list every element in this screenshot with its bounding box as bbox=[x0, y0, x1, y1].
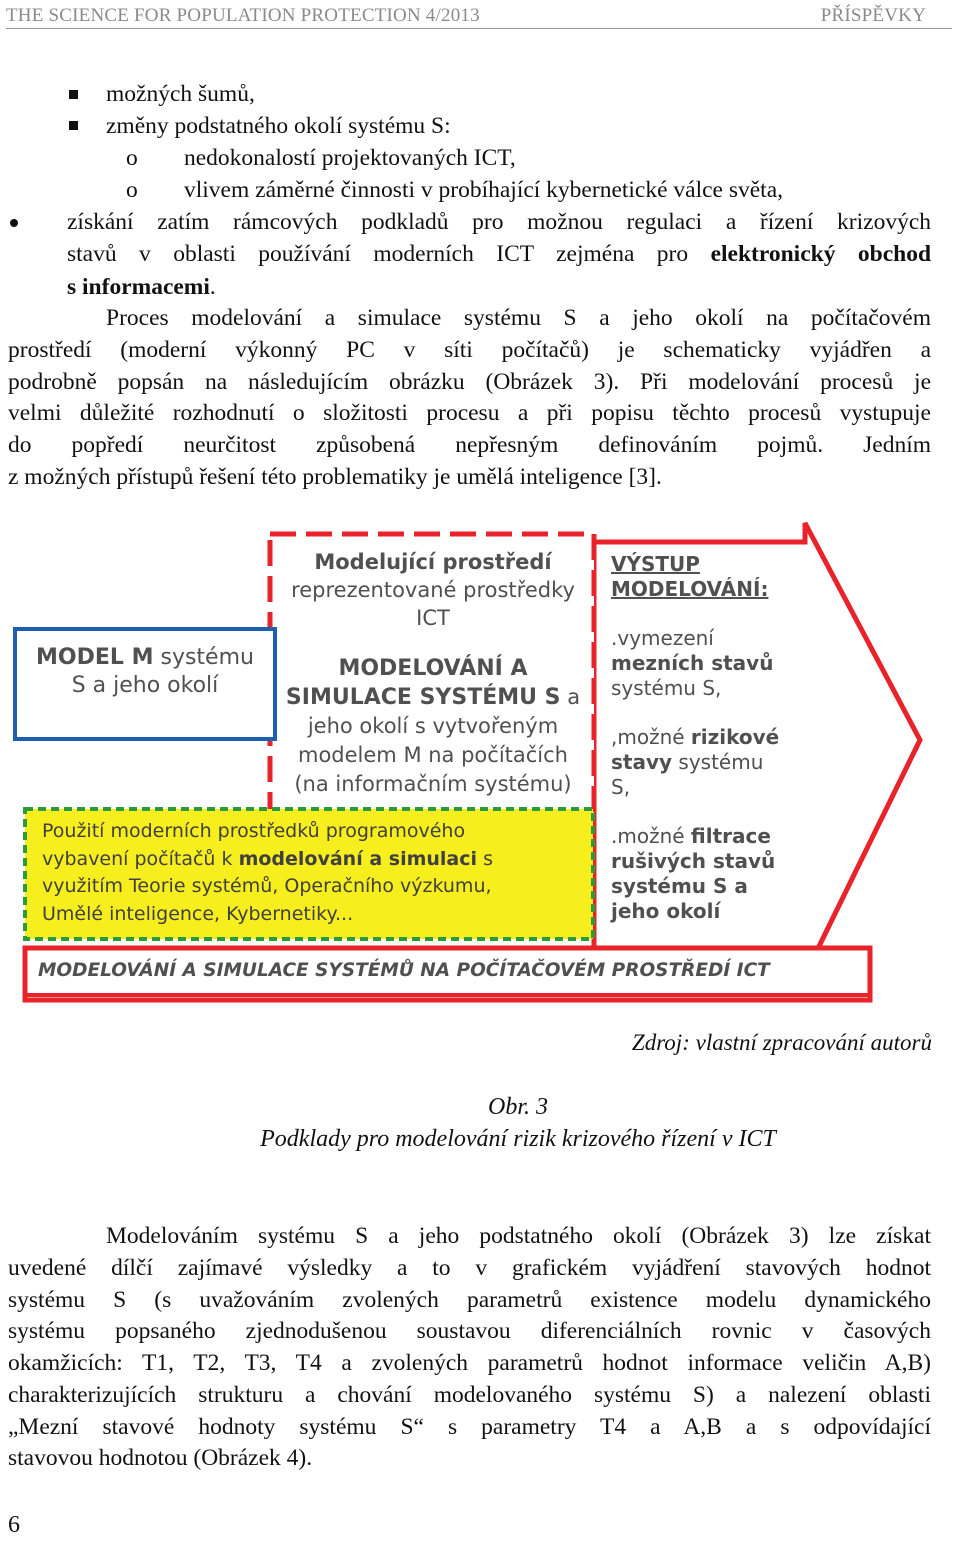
round-bullet bbox=[10, 219, 18, 227]
circle-bullet: o bbox=[126, 145, 138, 171]
paragraph-line: velmi důležité rozhodnutí o složitosti procesu a při popisu těchto procesů vystupuje bbox=[8, 400, 931, 426]
bullet-text-line: stavů v oblasti používání moderních ICT zejména pro elektronický obchod bbox=[67, 241, 932, 267]
bullet-text-line: získání zatím rámcových podkladů pro možnou regulaci a řízení krizových bbox=[67, 209, 931, 235]
output-text: VÝSTUP MODELOVÁNÍ: .vymezení mezních stavů systému S, ,možné rizikové stavy systému S, .možné filtrace rušivých stavů systému S a jeho okolí bbox=[611, 552, 780, 923]
square-bullet bbox=[69, 90, 78, 99]
journal-title: THE SCIENCE FOR POPULATION PROTECTION 4/2013 bbox=[6, 5, 480, 26]
simulation-text: MODELOVÁNÍ A SIMULACE SYSTÉMU S a jeho okolí s vytvořeným modelem M na počítačích (na informačním systému) bbox=[285, 656, 581, 796]
page-number: 6 bbox=[8, 1512, 20, 1538]
environment-text: Modelující prostředí reprezentované prostředky ICT bbox=[291, 550, 575, 630]
paragraph-line: systému S (s uvažováním zvolených parametrů existence modelu dynamického bbox=[8, 1287, 931, 1313]
software-tools-text: Použití moderních prostředků programového vybavení počítačů k modelování a simulaci s využitím Teorie systémů, Operačního výzkumu, Umělé inteligence, Kybernetiky... bbox=[42, 820, 493, 925]
paragraph-line: uvedené dílčí zajímavé výsledky a to v grafickém vyjádření stavových hodnot bbox=[8, 1255, 931, 1281]
sub-list-item: vlivem záměrné činnosti v probíhající kybernetické válce světa, bbox=[184, 177, 784, 203]
circle-bullet: o bbox=[126, 177, 138, 203]
paragraph-line: systému popsaného zjednodušenou soustavou diferenciálních rovnic v časových bbox=[8, 1318, 931, 1344]
figure-number: Obr. 3 bbox=[487, 1094, 548, 1120]
paragraph-line: Proces modelování a simulace systému S a jeho okolí na počítačovém bbox=[106, 305, 931, 331]
square-bullet bbox=[69, 121, 78, 130]
section-label: PŘÍSPĚVKY bbox=[820, 5, 926, 26]
list-item: možných šumů, bbox=[106, 81, 255, 107]
figure-title: Podklady pro modelování rizik krizového řízení v ICT bbox=[260, 1126, 776, 1152]
figure-diagram bbox=[0, 520, 960, 1020]
figure-source: Zdroj: vlastní zpracování autorů bbox=[631, 1030, 932, 1055]
paragraph-line: „Mezní stavové hodnoty systému S“ s parametry T4 a A,B a s odpovídající bbox=[8, 1414, 931, 1440]
model-box-text: MODEL M systému S a jeho okolí bbox=[36, 645, 254, 698]
paragraph-line: Modelováním systému S a jeho podstatného okolí (Obrázek 3) lze získat bbox=[106, 1223, 931, 1249]
paragraph-line: stavovou hodnotou (Obrázek 4). bbox=[8, 1445, 313, 1471]
paragraph-line: do popředí neurčitost způsobená nepřesným definováním pojmů. Jedním bbox=[8, 432, 931, 458]
bullet-text-line: s informacemi. bbox=[67, 274, 216, 300]
paragraph-line: z možných přístupů řešení této problematiky je umělá inteligence [3]. bbox=[8, 464, 662, 490]
paragraph-line: podrobně popsán na následujícím obrázku (Obrázek 3). Při modelování procesů je bbox=[8, 369, 931, 395]
list-item: změny podstatného okolí systému S: bbox=[106, 113, 451, 139]
paragraph-line: charakterizujících strukturu a chování modelovaného systému S) a nalezení oblasti bbox=[8, 1382, 931, 1408]
paragraph-line: okamžicích: T1, T2, T3, T4 a zvolených parametrů hodnot informace veličin A,B) bbox=[8, 1350, 931, 1376]
sub-list-item: nedokonalostí projektovaných ICT, bbox=[184, 145, 516, 171]
running-header bbox=[6, 2, 952, 29]
bottom-bar-text: MODELOVÁNÍ A SIMULACE SYSTÉMŮ NA POČÍTAČOVÉM PROSTŘEDÍ ICT bbox=[38, 960, 770, 981]
paragraph-line: prostředí (moderní výkonný PC v síti počítačů) je schematicky vyjádřen a bbox=[8, 337, 931, 363]
